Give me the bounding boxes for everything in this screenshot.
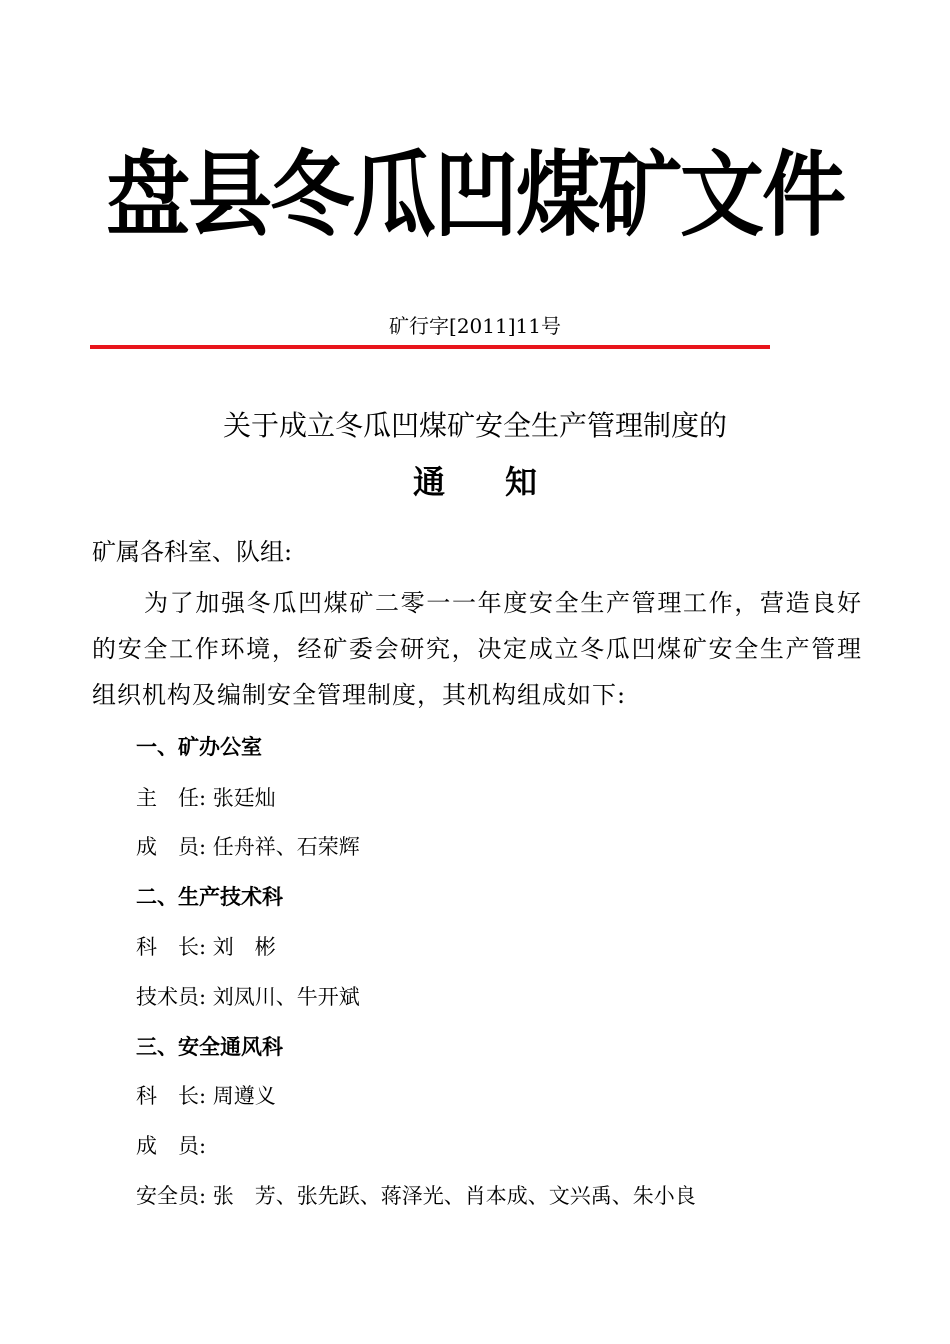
member-line-section-chief: 科 长: 周遵义 — [136, 1084, 276, 1108]
intro-paragraph: 为了加强冬瓜凹煤矿二零一一年度安全生产管理工作，营造良好的安全工作环境，经矿委会研究，决定成立冬瓜凹煤矿安全生产管理组织机构及编制安全管理制度，其机构组成如下: — [92, 589, 862, 709]
section-heading-mine-office: 一、矿办公室 — [136, 735, 262, 759]
red-divider-line — [90, 345, 770, 349]
member-line-members: 成 员: — [136, 1134, 207, 1158]
member-line-members: 成 员: 任舟祥、石荣辉 — [136, 835, 360, 859]
member-line-director: 主 任: 张廷灿 — [136, 786, 276, 810]
section-heading-production-tech: 二、生产技术科 — [136, 885, 283, 909]
member-line-technicians: 技术员: 刘凤川、牛开斌 — [136, 985, 360, 1009]
addressee-line: 矿属各科室、队组: — [92, 538, 293, 566]
notice-subtitle-char-2: 知 — [505, 463, 538, 501]
document-header-title: 盘县冬瓜凹煤矿文件 — [105, 141, 844, 249]
document-number: 矿行字[2011]11号 — [389, 314, 561, 338]
member-line-section-chief: 科 长: 刘 彬 — [136, 935, 276, 959]
notice-subtitle — [0, 460, 950, 504]
member-line-safety-officers: 安全员: 张 芳、张先跃、蒋泽光、肖本成、文兴禹、朱小良 — [136, 1184, 696, 1208]
notice-subtitle-char-1: 通 — [412, 463, 445, 501]
notice-title: 关于成立冬瓜凹煤矿安全生产管理制度的 — [222, 409, 727, 442]
section-heading-safety-ventilation: 三、安全通风科 — [136, 1035, 283, 1059]
